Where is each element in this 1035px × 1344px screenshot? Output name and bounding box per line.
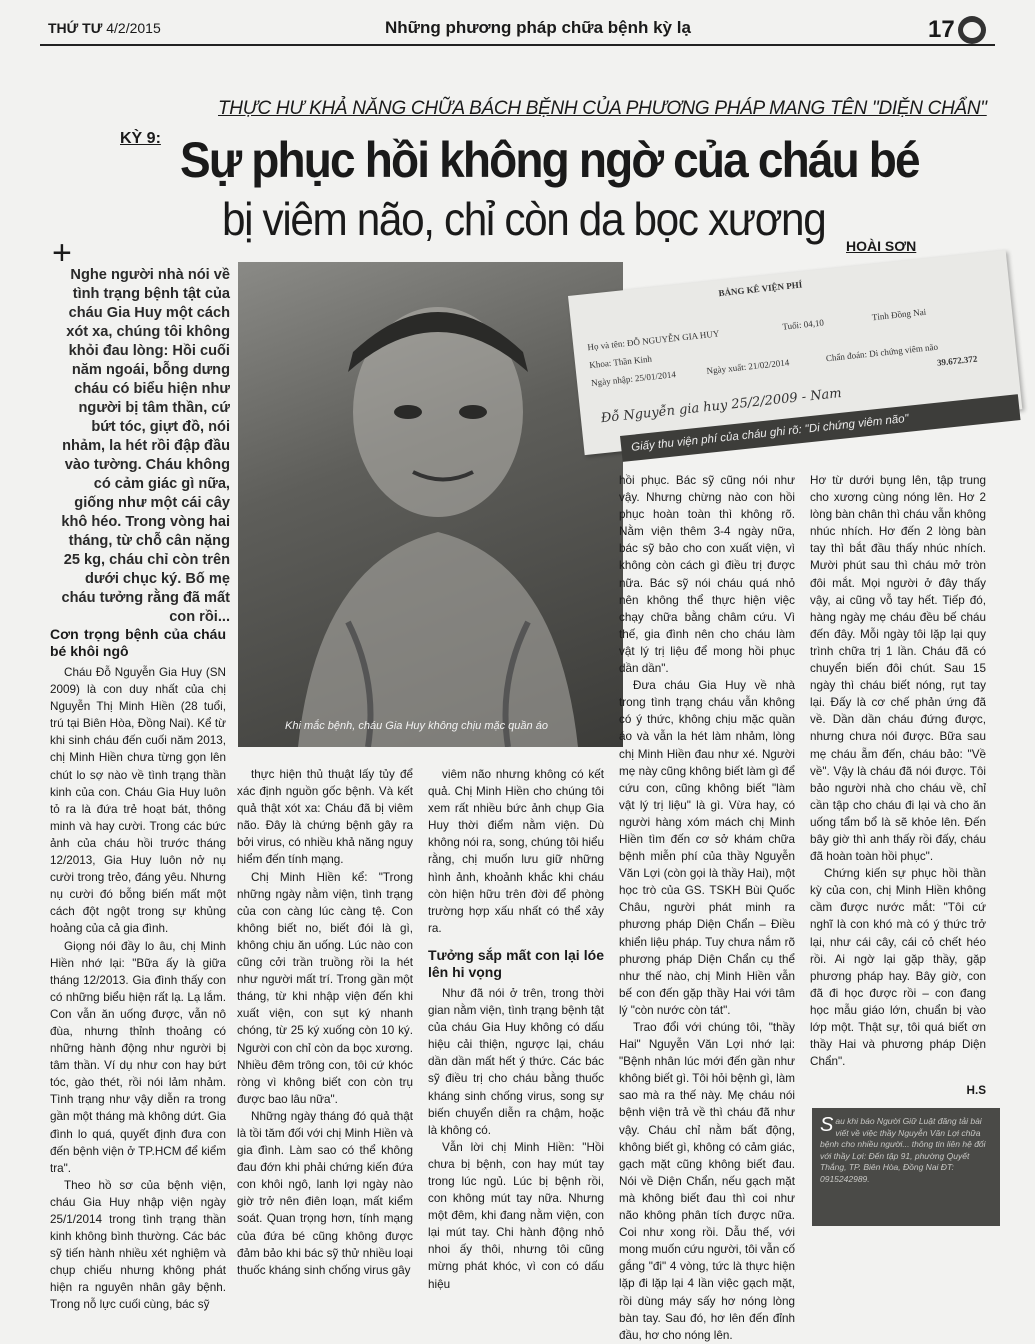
column-3: [428, 766, 604, 1293]
article-signature: H.S: [966, 1084, 986, 1098]
col1-paragraph: Giọng nói đầy lo âu, chị Minh Hiền nhớ lại: "Bữa ấy là giữa tháng 12/2013. Gia đình thấy con có những biểu hiện rất lạ. Lạ lắm. Con vẫn ăn uống được, vẫn nô đùa, nhưng thỉnh thoảng có những hành động như người bị tâm thần. Ví dụ như con hay bứt tóc, gào thét, rồi nói lảm nhảm. Tình trạng như vậy diễn ra trong gần một tháng mà không dứt. Gia đình lo quá, quyết định đưa con đến bệnh viện ở TP.HCM để kiểm tra".: [50, 939, 226, 1175]
column-2: [237, 766, 413, 1279]
child-photo: [238, 262, 623, 747]
column-1: [50, 626, 226, 1314]
receipt-title: BẢNG KÊ VIỆN PHÍ: [718, 279, 803, 299]
col4-paragraph: hồi phục. Bác sỹ cũng nói như vậy. Nhưng chừng nào con hồi phục hoàn toàn thì không rõ. Nằm viện thêm 3-4 ngày nữa, bác sỹ bảo cho con xuất viện, vì không còn cách gì điều trị được nữa. Bác sỹ nói cháu quá nhỏ nên không thể thực hiện việc chạy chữa bằng châm cứu. Vì thế, gia đình nên cho cháu làm vật lý trị liệu để mong hồi phục dần dần".: [619, 474, 795, 676]
headline-line-1: Sự phục hồi không ngờ của cháu bé: [180, 132, 919, 188]
col1-paragraph: Cháu Đỗ Nguyễn Gia Huy (SN 2009) là con duy nhất của chị Nguyễn Thị Minh Hiền (28 tuổi, trú tại Biên Hòa, Đồng Nai). Kể từ khi sinh cháu đến cuối năm 2013, chị Minh Hiền chưa từng gọn lên chút lo sợ nào về tình trạng thần kinh của con. Cháu Gia Huy luôn tỏ ra là đứa trẻ hoạt bát, thông minh và hay cười. Trong các bức ảnh của cháu hồi trước tháng 12/2013, Gia Huy luôn nở nụ cười trong trẻo, đáng yêu. Nhưng nụ cười đó bỗng biến mất một cách đột ngột trong sự khủng hoảng của cả gia đình.: [50, 666, 226, 936]
col3-paragraph: Như đã nói ở trên, trong thời gian nằm viện, tình trạng bệnh tật của cháu Gia Huy không có dấu hiệu cải thiện, ngược lại, cháu dần dần mất hết ý thức. Các bác sỹ điều trị cho cháu bằng thuốc kháng sinh chống virus, song sự biến chuyển diễn ra chậm, hoặc là không có.: [428, 986, 604, 1137]
boxout-text: Sau khi báo Người Giữ Luật đăng tải bài viết về việc thầy Nguyễn Văn Lợi chữa bệnh cho nhiều người... thông tin liên hệ đối với thầy Lợi: Đến tập 91, phường Quyết Thắng, TP. Biên Hòa, Đồng Nai ĐT: 0915242989.: [820, 1114, 986, 1184]
header-rule: [40, 44, 995, 46]
issue-date: THỨ TƯ 4/2/2015: [48, 20, 161, 36]
article-kicker: THỰC HƯ KHẢ NĂNG CHỮA BÁCH BỆNH CỦA PHƯƠNG PHÁP MANG TÊN "DIỆN CHẨN": [218, 98, 987, 119]
section-title: Những phương pháp chữa bệnh kỳ lạ: [385, 18, 691, 37]
photo-caption: Khi mắc bệnh, cháu Gia Huy không chịu mặc quần áo: [285, 720, 548, 732]
child-figure-illustration: [238, 262, 623, 747]
receipt-diagnosis: Chẩn đoán: Di chứng viêm não: [825, 341, 939, 364]
column-5: [810, 472, 986, 1099]
receipt-patient-name: Họ và tên: ĐỖ NGUYỄN GIA HUY: [586, 328, 720, 353]
receipt-department: Khoa: Thần Kinh: [588, 353, 653, 371]
col2-paragraph: Những ngày tháng đó quả thật là tồi tăm đối với chị Minh Hiền và gia đình. Làm sao có thể không đau đớn khi phải chứng kiến đứa con khôi ngô, lanh lợi ngày nào giờ trở nên điên loạn, mất kiểm soát. Quan trọng hơn, tính mạng của đứa bé cũng không được đảm bảo khi bác sỹ thử nhiều loại thuốc kháng sinh chống virus gây: [237, 1109, 413, 1277]
section-heading-2: Tưởng sắp mất con lại lóe lên hi vọng: [428, 946, 604, 980]
column-4: [619, 472, 795, 1344]
receipt-age: Tuổi: 04,10: [781, 317, 825, 332]
receipt-admit-date: Ngày nhập: 25/01/2014: [590, 369, 677, 389]
section-heading-1: Cơn trọng bệnh của cháu bé khôi ngô: [50, 626, 226, 659]
article-intro: Nghe người nhà nói về tình trạng bệnh tật của cháu Gia Huy một cách xót xa, chúng tôi không khỏi đau lòng: Hồi cuối năm ngoái, bỗng dưng cháu có biểu hiện như người bị tâm thần, cứ bứt tóc, giựt đồ, nói nhảm, la hét rồi đập đầu vào tường. Cháu không có cảm giác gì nữa, giống như một cái cây khô héo. Trong vòng hai tháng, từ chỗ cân nặng 25 kg, cháu chỉ còn trên dưới chục ký. Bố mẹ cháu tưởng rằng đã mất con rồi...: [61, 267, 230, 625]
col4-paragraph: Đưa cháu Gia Huy về nhà trong tình trạng cháu vẫn không có ý thức, không chịu mặc quần áo và vẫn la hét làm nhảm, lòng chị Minh Hiền đau như xé. Người mẹ này cũng không biết làm gì để cứu con, cũng không biết "làm vật lý trị liệu" là gì. Vừa hay, có người hàng xóm mách chị Minh Hiền tìm đến cơ sở khám chữa bệnh miễn phí của thầy Nguyễn Văn Lợi (còn gọi là thầy Hai), một học trò của GS. TSKH Bùi Quốc Châu, người phát minh ra phương pháp Diện Chẩn – Điều khiển liệu pháp. Tuy chưa nắm rõ phương pháp Diện Chẩn cụ thể như thế nào, chị Minh Hiền vẫn bế con đến gặp thầy Hai với tâm lý "còn nước còn tát".: [619, 679, 795, 1017]
receipt-province: Tỉnh Đồng Nai: [871, 306, 927, 323]
receipt-caption: Giấy thu viện phí của cháu ghi rõ: "Di chứng viêm não": [620, 394, 1021, 462]
col4-paragraph: Trao đổi với chúng tôi, "thầy Hai" Nguyễn Văn Lợi nhớ lại: "Bệnh nhân lúc mới đến gần như không biết gì. Tôi hỏi bệnh gì, làm sao mà ra thế này. Mẹ cháu nói bệnh viện trả về thì cháu đã như vậy. Cháu chỉ nằm bất động, không biết gì, không có cảm giác, gạch mặt cũng không biết đau. Nói về Diện Chẩn, nếu gạch mặt mà không biết đau thì coi như não không phân tích được nữa. Coi như xong rồi. Dẫu thế, với mong muốn cứu người, tôi vẫn cố gắng "đi" 4 vòng, tức là thực hiện lặp đi lặp lại 4 lần việc gạch mặt, rồi dùng máy sấy hơ nóng lòng bàn tay. Sau đó, hơ lên đến đỉnh đầu, hơ cho nóng lên.: [619, 1021, 795, 1342]
col1-paragraph: Theo hồ sơ của bệnh viện, cháu Gia Huy nhập viện ngày 25/1/2014 trong tình trạng thần kinh không bình thường. Các bác sỹ tiến hành nhiều xét nghiệm và chụp chiếu nhưng không phát hiện ra nguyên nhân gây bệnh. Trong nỗ lực cuối cùng, bác sỹ: [50, 1178, 226, 1312]
receipt-handwriting: Đỗ Nguyễn gia huy 25/2/2009 - Nam: [600, 385, 843, 427]
page-number: 17: [928, 16, 955, 43]
receipt-discharge-date: Ngày xuất: 21/02/2014: [706, 357, 790, 376]
plus-mark-icon: +: [52, 234, 72, 272]
col5-paragraph: Hơ từ dưới bụng lên, tập trung cho xương cùng nóng lên. Hơ 2 lòng bàn chân thì cháu vẫn không nhúc nhích. Hơ đến 2 lòng bàn tay thì bắt đầu thấy nhúc nhích. Mười phút sau thì cháu mở tròn đôi mắt. Mọi người ở đây thấy vậy, ai cũng vỗ tay hết. Tiếp đó, hàng ngày mẹ cháu đều bế cháu đến đây. Mỗi ngày tôi lặp lại quy trình chữa trị 1 lần. Cháu đã có chuyển biến đôi chút. Sau 15 ngày thì cháu biết nóng, rụt tay lại. Đấy là cơ chế phản ứng đã về. Dần dần cháu đứng được, nhưng chưa nói được. Bữa sau mẹ cháu ẵm đến, cháu bảo: "Về về". Vậy là cháu đã nói được. Tôi bảo người nhà cho cháu về, chỉ cần tập cho cháu đi lại và cho ăn uống tẩm bổ là sẽ khỏe lên. Đến bây giờ thì anh thấy rồi đấy, cháu đã hoàn toàn hồi phục".: [810, 474, 986, 864]
col3-paragraph: Vẫn lời chị Minh Hiền: "Hồi chưa bị bệnh, con hay mút tay trong lúc ngủ. Lúc bị bệnh rồi, con không mút tay nữa. Nhưng một đêm, khi đang nằm viện, con lại mút tay. Chi hành động nhỏ nhoi ấy thôi, nhưng tôi cũng mừng phát khóc, vì con có dấu hiệu: [428, 1140, 604, 1291]
receipt-total: 39.672.372: [936, 353, 978, 368]
col2-paragraph: thực hiện thủ thuật lấy tủy để xác định nguồn gốc bệnh. Và kết quả thật xót xa: Cháu đã bị viêm não. Đây là chứng bệnh gây ra bởi virus, có nhiều khả năng nguy hiểm đến tính mạng.: [237, 768, 413, 867]
headline-line-2: bị viêm não, chỉ còn da bọc xương: [222, 193, 826, 245]
episode-label: KỲ 9:: [120, 130, 161, 147]
col5-paragraph: Chứng kiến sự phục hồi thần kỳ của con, chị Minh Hiền không cầm được nước mắt: "Tôi cứ nghĩ là con khó mà có ý thức trở lại, như cái cây, cái cỏ chết héo rồi. Ai ngờ lại gặp thầy, gặp phương pháp hay. Bây giờ, con đã đi học được rồi – con đang học mẫu giáo lớn, chuẩn bị vào lớp một. Thật sự, tôi quá biết ơn thầy Hai và phương pháp Diện Chẩn".: [810, 867, 986, 1069]
col3-paragraph: viêm não nhưng không có kết quả. Chị Minh Hiền cho chúng tôi xem rất nhiều bức ảnh chụp Gia Huy thời điểm nằm viện. Dù không nói ra, song, chúng tôi hiểu rằng, chị muốn lưu giữ những hình ảnh, khoảnh khắc khi cháu còn hiện hữu trên đời để phòng trường hợp xấu nhất có thể xảy ra.: [428, 768, 604, 935]
author-byline: HOÀI SƠN: [846, 238, 917, 254]
col2-paragraph: Chị Minh Hiền kể: "Trong những ngày nằm viện, tình trạng của con càng lúc càng tệ. Con không biết no, biết đói là gì, không chịu ăn uống. Lúc nào con cũng cởi trần truồng rồi la hét như người mất trí. Trong gần một tháng, từ khi nhập viện đến khi xuất viện, con sụt ký nhanh chóng, từ 25 ký xuống còn 10 ký. Người con chỉ còn da bọc xương. Nhiều đêm trông con, tôi cứ khóc ròng vì không biết con còn trụ được bao lâu nữa".: [237, 870, 413, 1106]
newspaper-logo-icon: [958, 16, 986, 44]
